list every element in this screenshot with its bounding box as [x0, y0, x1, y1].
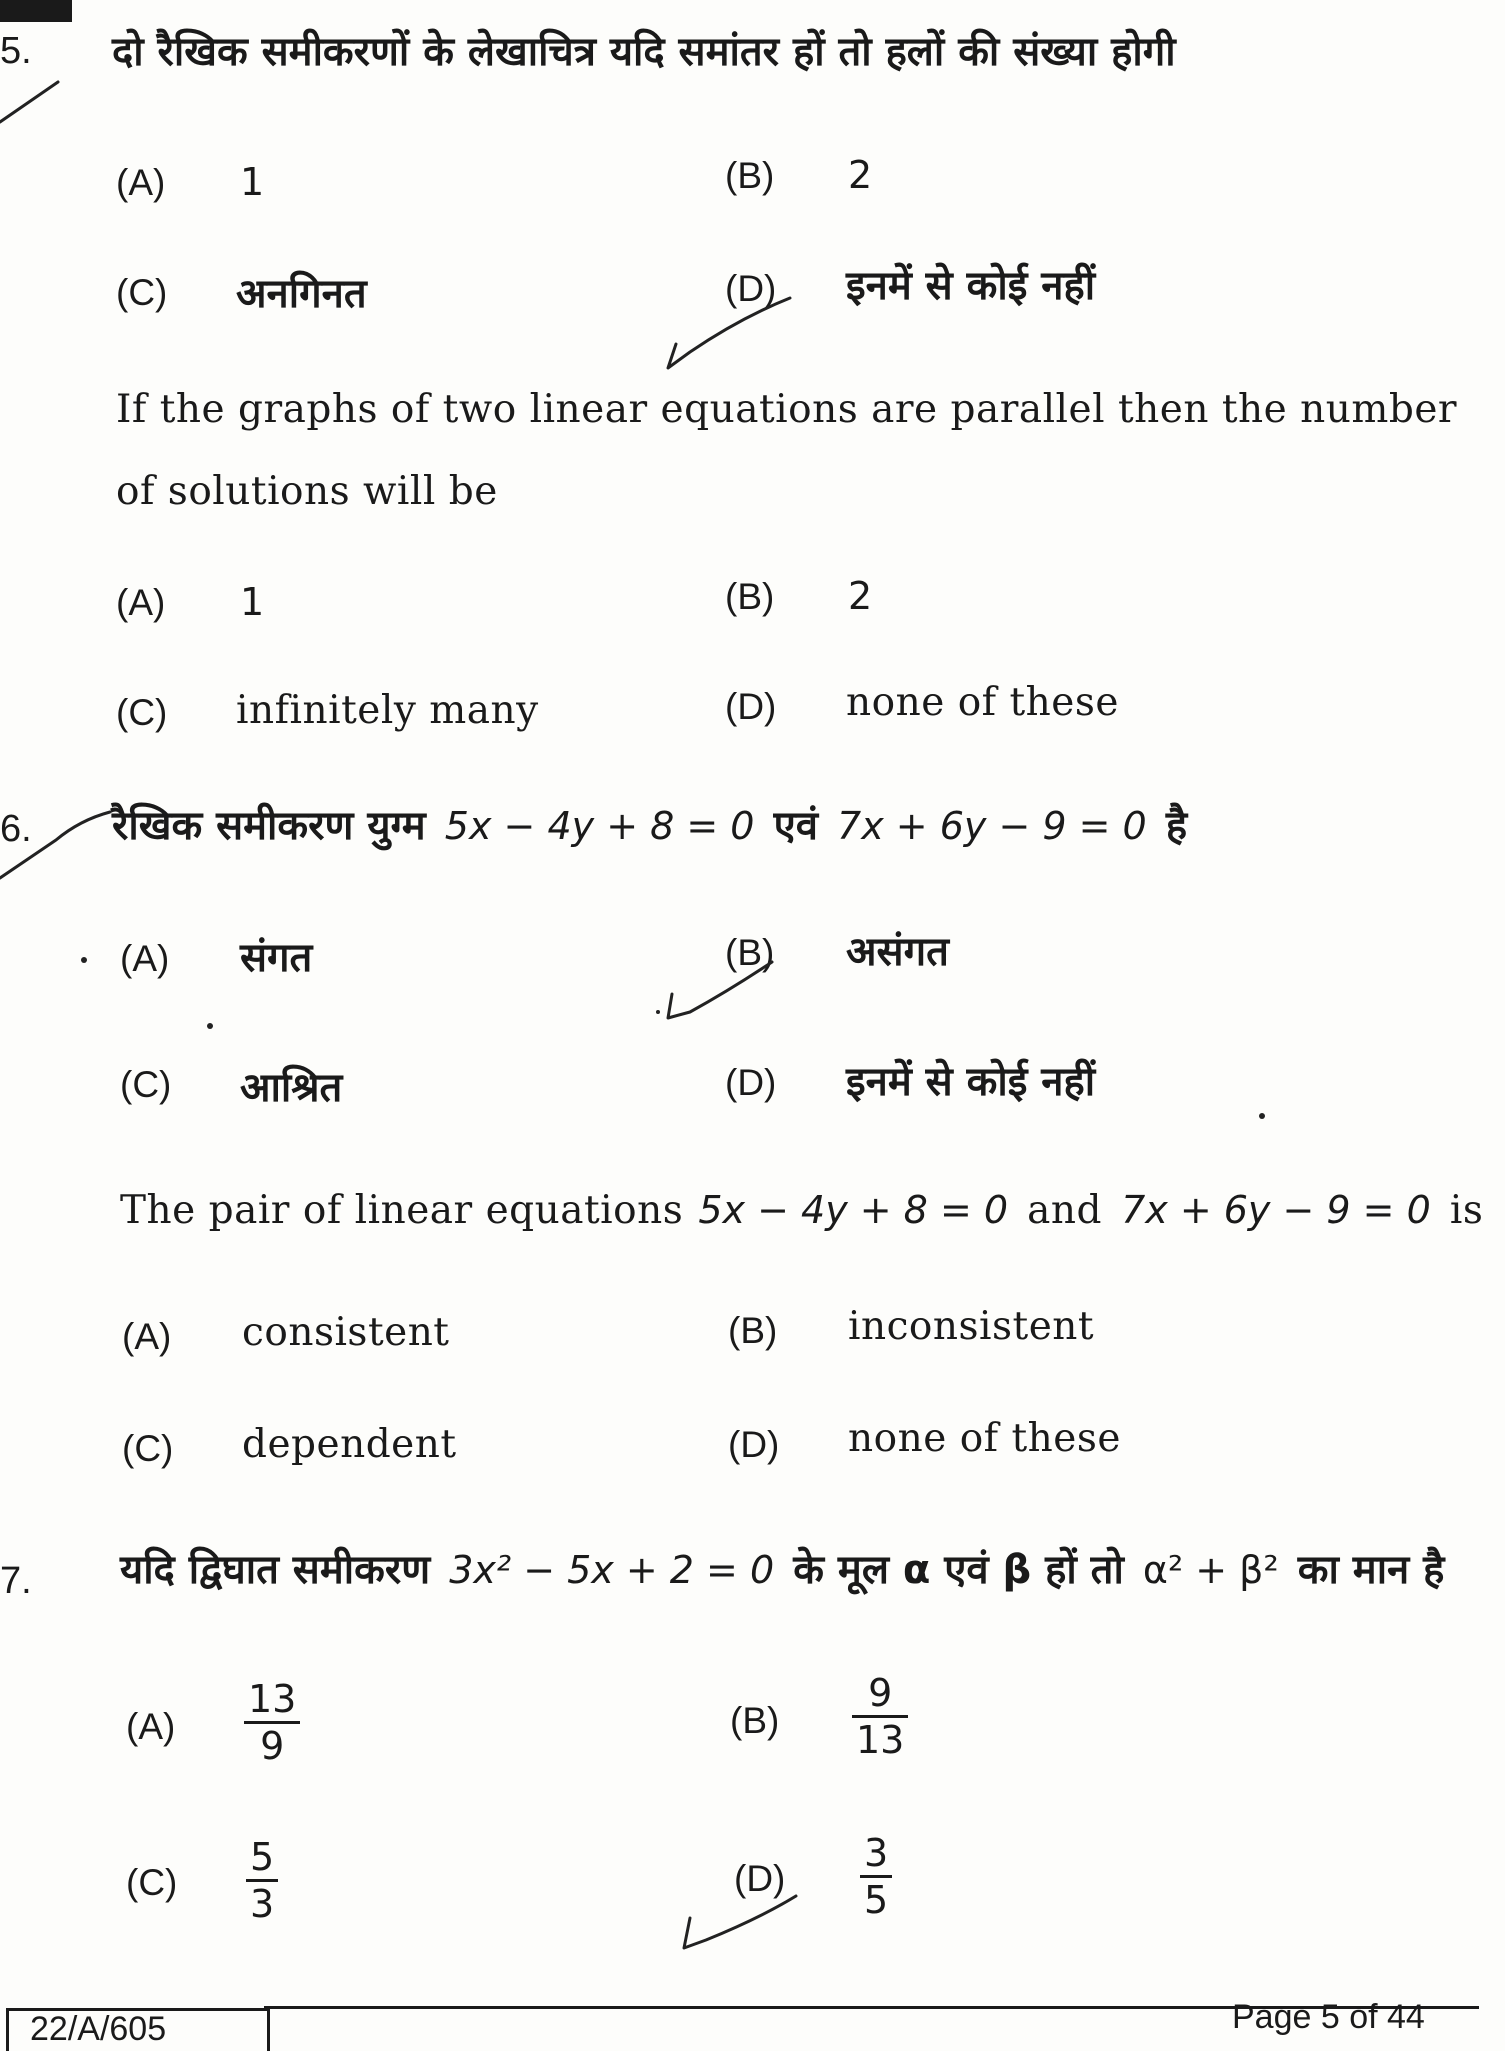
q6-hi-option-a-text: संगत [240, 935, 313, 981]
q6-hi-option-b-label: (B) [725, 932, 775, 973]
q6-hi-option-d-label: (D) [725, 1062, 777, 1103]
q5-english-question-line1: If the graphs of two linear equations are parallel then the number [116, 387, 1458, 432]
q5-hi-option-d-text: इनमें से कोई नहीं [846, 263, 1096, 309]
q7-option-c-numerator: 5 [250, 1835, 275, 1879]
q6-en-option-d-label: (D) [728, 1424, 780, 1465]
q5-en-option-a-text: 1 [240, 580, 265, 624]
q6-en-option-c-text: dependent [242, 1422, 457, 1467]
pencil-dot [81, 957, 87, 963]
q6-english-question [120, 1188, 1483, 1233]
q7-option-d-numerator: 3 [864, 1831, 889, 1875]
q5-hi-option-c-label: (C) [116, 272, 168, 313]
footer-code: 22/A/605 [30, 2010, 167, 2048]
q5-hi-option-b-label: (B) [725, 155, 775, 196]
q6-english-prefix: The pair of linear equations [120, 1188, 684, 1233]
q7-question [120, 1540, 1444, 1595]
q7-option-c-fraction [246, 1835, 278, 1926]
q5-hi-option-c-text: अनगिनत [236, 271, 367, 317]
q7-option-a-numerator: 13 [248, 1677, 297, 1721]
q6-en-option-b-label: (B) [728, 1310, 778, 1351]
q7-option-d-denominator: 5 [864, 1878, 889, 1922]
q5-en-option-b-text: 2 [848, 574, 873, 618]
q7-hindi-part1: यदि द्विघात समीकरण [120, 1547, 431, 1593]
q6-hi-option-b-text: असंगत [846, 929, 949, 975]
q7-number: 7. [0, 1560, 32, 1602]
q7-option-a-denominator: 9 [260, 1724, 285, 1768]
q7-option-c-denominator: 3 [250, 1882, 275, 1926]
q5-hi-option-a-text: 1 [240, 160, 265, 204]
tick-mark-q7 [684, 1896, 796, 1948]
q6-en-option-b-text: inconsistent [848, 1304, 1095, 1349]
q6-hi-option-c-label: (C) [120, 1064, 172, 1105]
q6-eq2-hindi: 7x + 6y − 9 = 0 [837, 804, 1147, 848]
q6-eq1-hindi: 5x − 4y + 8 = 0 [444, 804, 755, 848]
pencil-dot [1259, 1113, 1265, 1119]
q5-hi-option-a-label: (A) [116, 162, 166, 203]
q6-en-option-a-text: consistent [242, 1310, 450, 1355]
q5-en-option-c-text: infinitely many [236, 688, 539, 733]
q7-option-b-label: (B) [730, 1700, 780, 1741]
q6-eq2-english: 7x + 6y − 9 = 0 [1121, 1188, 1431, 1232]
q5-en-option-b-label: (B) [725, 576, 775, 617]
q5-en-option-a-label: (A) [116, 582, 166, 623]
q5-en-option-d-label: (D) [725, 686, 777, 727]
q6-english-and: and [1027, 1188, 1102, 1233]
q6-hi-option-a-label: (A) [120, 938, 170, 979]
q5-hi-option-b-text: 2 [848, 153, 873, 197]
q7-equation: 3x² − 5x + 2 = 0 [449, 1548, 775, 1592]
q5-number: 5. [0, 30, 32, 72]
q7-option-d-fraction [860, 1831, 892, 1922]
pencil-dot [656, 1010, 660, 1014]
q7-option-a-fraction [244, 1677, 300, 1768]
q6-en-option-a-label: (A) [122, 1316, 172, 1357]
q6-en-option-c-label: (C) [122, 1428, 174, 1469]
q5-hindi-question: दो रैखिक समीकरणों के लेखाचित्र यदि समांतर हों तो हलों की संख्या होगी [112, 29, 1176, 75]
q7-option-b-denominator: 13 [856, 1718, 905, 1762]
q7-option-d-label: (D) [734, 1858, 786, 1899]
q6-hindi-prefix: रैखिक समीकरण युग्म [112, 803, 426, 849]
footer-page-number: Page 5 of 44 [1232, 1998, 1425, 2036]
pencil-dot [207, 1023, 213, 1029]
q7-option-b-fraction [852, 1671, 908, 1762]
q6-number: 6. [0, 808, 32, 850]
q5-english-question-line2: of solutions will be [116, 469, 498, 514]
q6-english-suffix: is [1449, 1188, 1484, 1233]
q7-hindi-part2: के मूल α एवं β हों तो [793, 1547, 1124, 1593]
q5-en-option-d-text: none of these [846, 680, 1119, 725]
q5-hi-option-d-label: (D) [725, 268, 777, 309]
q7-hindi-part3: का मान है [1297, 1547, 1445, 1593]
set-badge [0, 0, 72, 22]
q7-option-a-label: (A) [126, 1706, 176, 1747]
q6-en-option-d-text: none of these [848, 1416, 1121, 1461]
pencil-stroke-q5 [0, 82, 58, 122]
q5-en-option-c-label: (C) [116, 692, 168, 733]
q6-hindi-question [112, 796, 1187, 851]
q7-option-c-label: (C) [126, 1862, 178, 1903]
q6-hindi-and: एवं [773, 803, 818, 849]
q6-eq1-english: 5x − 4y + 8 = 0 [698, 1188, 1009, 1232]
q6-hi-option-c-text: आश्रित [240, 1065, 343, 1111]
q7-option-b-numerator: 9 [868, 1671, 893, 1715]
q7-expression: α² + β² [1142, 1548, 1279, 1592]
q6-hi-option-d-text: इनमें से कोई नहीं [846, 1059, 1096, 1105]
q6-hindi-suffix: है [1165, 803, 1188, 849]
